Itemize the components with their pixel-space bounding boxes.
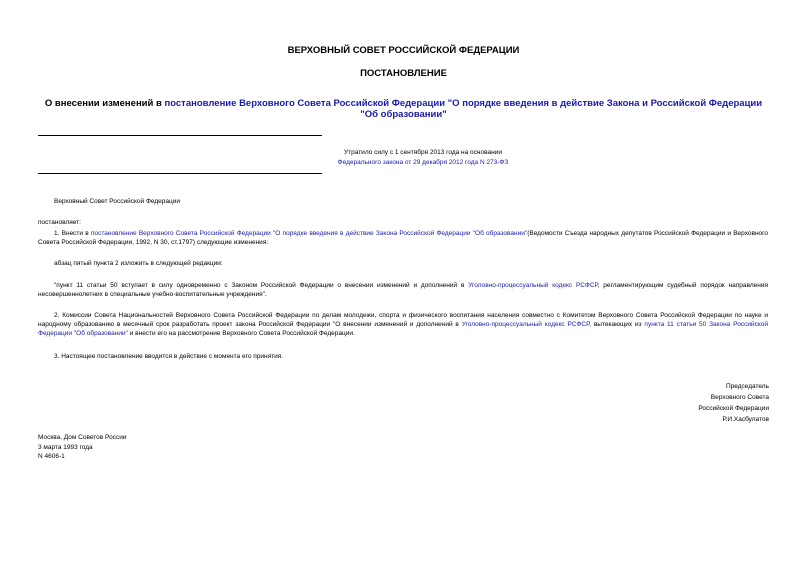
signature-title-2: Верховного Совета — [710, 394, 769, 401]
divider-bottom — [38, 173, 322, 174]
quote-prefix: "пункт 11 статьи 50 вступает в силу одновременно с Законом Российской Федерации о внесении изменений и дополнений в — [54, 282, 469, 289]
decides-text: постановляет: — [38, 219, 81, 226]
status-note-link-line — [38, 159, 807, 166]
item-2-suffix: и внести его на рассмотрение Верховного Совета Российской Федерации. — [127, 330, 355, 337]
document-title — [40, 98, 767, 120]
footer-date: 3 марта 1993 года — [38, 443, 93, 451]
item-1 — [38, 229, 768, 247]
signature-title-3: Российской Федерации — [698, 405, 769, 412]
signature-title-1: Председатель — [725, 383, 769, 390]
item-2-prefix: 2. Комиссии Совета Национальностей Верховного Совета Российской Федерации по делам молодежи, спорта и физического воспитания населения совместно с Комитетом Верховного Совета Российской Федерации по науке и народному образованию в месячный срок разработать проект закона Российской Федерации "О внесении изменений и дополнений в — [38, 312, 768, 328]
quote-suffix: , регламентирующим судебный порядок направления несовершеннолетних в специальные учебно-воспитательные учреждения". — [38, 282, 768, 298]
document-type: ПОСТАНОВЛЕНИЕ — [360, 68, 447, 79]
item-2-article-link[interactable]: пункта 11 статьи 50 Закона Российской Федерации "Об образовании" — [38, 321, 768, 337]
federal-law-link[interactable]: Федерального закона от 29 декабря 2012 года N 273-ФЗ — [337, 159, 509, 166]
item-1-resolution-link[interactable]: постановление Верховного Совета Российской Федерации "О порядке введения в действие Закона Российской Федерации "Об образовании" — [90, 230, 528, 237]
item-2 — [38, 311, 768, 338]
issuer-text: Верховный Совет Российской Федерации — [54, 198, 180, 205]
item-2-middle: , вытекающих из — [589, 321, 645, 328]
signatory-name: Р.И.Хасбулатов — [722, 416, 769, 423]
item-2-code-link[interactable]: Уголовно-процессуальный кодекс РСФСР — [461, 321, 590, 328]
issuing-authority: ВЕРХОВНЫЙ СОВЕТ РОССИЙСКОЙ ФЕДЕРАЦИИ — [287, 45, 520, 56]
title-prefix: О внесении изменений в — [44, 98, 165, 109]
divider-top — [38, 135, 322, 136]
status-note-line: Утратило силу с 1 сентября 2013 года на основании — [344, 149, 502, 156]
criminal-procedure-code-link[interactable]: Уголовно-процессуальный кодекс РСФСР — [468, 282, 598, 289]
item-1-sub: абзац пятый пункта 2 изложить в следующей редакции: — [54, 260, 223, 267]
quoted-text — [38, 281, 768, 299]
footer-place: Москва, Дом Советов России — [38, 434, 127, 441]
item-3: 3. Настоящее постановление вводится в действие с момента его принятия. — [54, 353, 284, 360]
signature-block — [698, 381, 769, 425]
item-1-prefix: 1. Внести в — [54, 230, 91, 237]
footer-number: N 4606-1 — [38, 453, 65, 460]
footer-block — [38, 433, 126, 462]
title-link[interactable]: постановление Верховного Совета Российской Федерации "О порядке введения в действие Закона и Российской Федерации "Об образовании" — [164, 98, 763, 120]
item-1-suffix: (Ведомости Съезда народных депутатов Российской Федерации и Верховного Совета Российской Федерации, 1992, N 30, ст.1797) следующие изменения: — [38, 230, 768, 246]
